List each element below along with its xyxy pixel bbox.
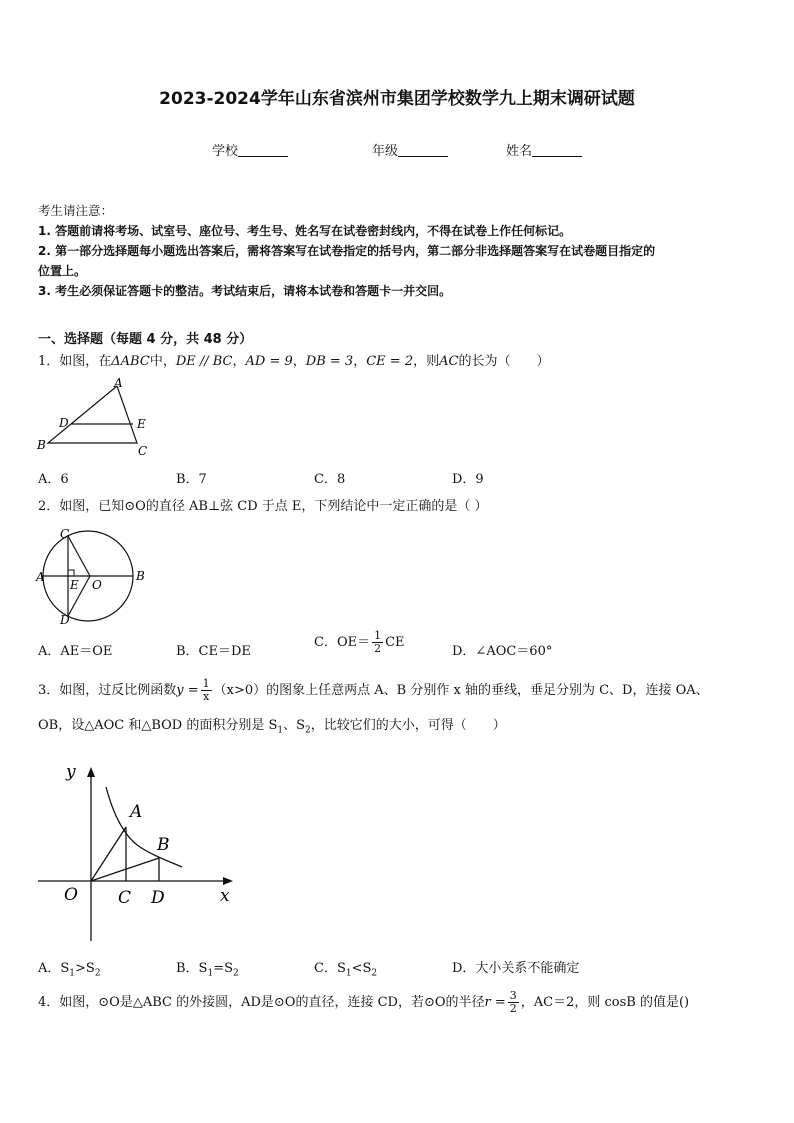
q2-circle-figure: [32, 526, 152, 626]
grade-blank[interactable]: [398, 144, 448, 157]
q3-label-y: y: [66, 762, 76, 782]
q3-label-o: O: [64, 885, 78, 905]
q1-label-b: B: [37, 438, 46, 452]
q3-hyperbola-figure: [30, 755, 250, 945]
q1-option-d[interactable]: D．9: [452, 472, 484, 487]
notice-item-1: 1. 答题前请将考场、试室号、座位号、考生号、姓名写在试卷密封线内，不得在试卷上作任何标记。: [38, 224, 572, 238]
question-3-line-1: 3．如图，过反比例函数y = $\frac{1}{x}$ （x>0）的图象上任意两点 A、B 分别作 x 轴的垂线，垂足分别为 C、D，连接 OA、: [38, 677, 709, 703]
q3-label-x: x: [220, 886, 230, 906]
q3-label-a: A: [130, 802, 143, 822]
q1-option-b[interactable]: B．7: [176, 472, 207, 487]
question-4: 4．如图，⊙O是△ABC 的外接圆，AD是⊙O的直径，连接 CD，若⊙O的半径r = $\frac{3}{2}$ ，AC＝2，则 cosB 的值是(): [38, 989, 690, 1015]
name-blank[interactable]: [532, 144, 582, 157]
q2-label-d: D: [60, 613, 70, 626]
q2-right-angle-mark: [68, 570, 74, 576]
q1-label-c: C: [138, 444, 148, 458]
q3-segment-ob: [91, 858, 159, 881]
q4-fraction: $\frac{3}{2}$: [509, 989, 517, 1015]
q3-option-b[interactable]: B．$S_1=S_2$: [176, 961, 239, 979]
q1-option-a[interactable]: A．6: [38, 472, 69, 487]
section-1-title: 一、选择题（每题 4 分，共 48 分）: [38, 332, 253, 347]
notice-block: [38, 201, 762, 301]
q3-label-b: B: [157, 835, 170, 855]
q2-option-d[interactable]: D．∠AOC＝60°: [452, 644, 553, 659]
q3-y-arrow: [87, 767, 95, 777]
school-blank[interactable]: [238, 144, 288, 157]
q2-option-c-fraction: $\frac{1}{2}$: [374, 629, 382, 655]
q2-label-o: O: [92, 578, 102, 592]
q3-option-a[interactable]: A．$S_1>S_2$: [38, 961, 101, 979]
q3-fraction: $\frac{1}{x}$: [202, 677, 210, 703]
q1-label-a: A: [114, 376, 123, 390]
notice-item-2-cont: 位置上。: [38, 264, 87, 278]
school-field: 学校: [212, 140, 288, 159]
notice-item-2: 2. 第一部分选择题每小题选出答案后，需将答案写在试卷指定的括号内，第二部分非选择题答案写在试卷题目指定的: [38, 244, 656, 258]
q2-option-a[interactable]: A．AE＝OE: [38, 644, 113, 659]
q3-hyperbola-curve: [106, 787, 182, 867]
notice-heading: 考生请注意：: [38, 203, 114, 218]
q3-label-c: C: [118, 888, 132, 908]
q2-label-b: B: [136, 569, 145, 583]
q3-option-d[interactable]: D．大小关系不能确定: [452, 961, 580, 976]
q2-option-b[interactable]: B．CE＝DE: [176, 644, 251, 659]
q3-x-arrow: [223, 877, 233, 885]
q3-option-c[interactable]: C．$S_1<S_2$: [314, 961, 378, 979]
name-field: 姓名: [506, 140, 582, 159]
page-title: 2023-2024学年山东省滨州市集团学校数学九上期末调研试题: [159, 89, 635, 109]
q2-label-c: C: [60, 527, 70, 541]
q1-option-c[interactable]: C．8: [314, 472, 346, 487]
question-2: 2．如图，已知⊙O的直径 AB⊥弦 CD 于点 E，下列结论中一定正确的是（ ）: [38, 499, 488, 514]
q2-label-e: E: [70, 578, 79, 592]
grade-field: 年级: [372, 140, 448, 159]
notice-item-3: 3. 考生必须保证答题卡的整洁。考试结束后，请将本试卷和答题卡一并交回。: [38, 284, 452, 298]
question-1: 1．如图，在ΔABC中，DE // BC，AD = 9，DB = 3，CE = 2，则AC的长为（ ）: [38, 354, 550, 369]
q2-option-c[interactable]: C．OE＝ $\frac{1}{2}$ CE: [314, 629, 405, 655]
q1-triangle-figure: [30, 375, 160, 465]
question-3-line-2: OB，设△AOC 和△BOD 的面积分别是 $S_1$、$S_2$，比较它们的大小，可得（ ）: [38, 718, 506, 736]
q3-segment-oa: [91, 827, 126, 881]
q1-label-e: E: [137, 417, 146, 431]
q2-label-a: A: [36, 570, 45, 584]
q3-label-d: D: [151, 888, 165, 908]
q1-triangle-lines: [48, 386, 137, 443]
q1-label-d: D: [59, 416, 69, 430]
